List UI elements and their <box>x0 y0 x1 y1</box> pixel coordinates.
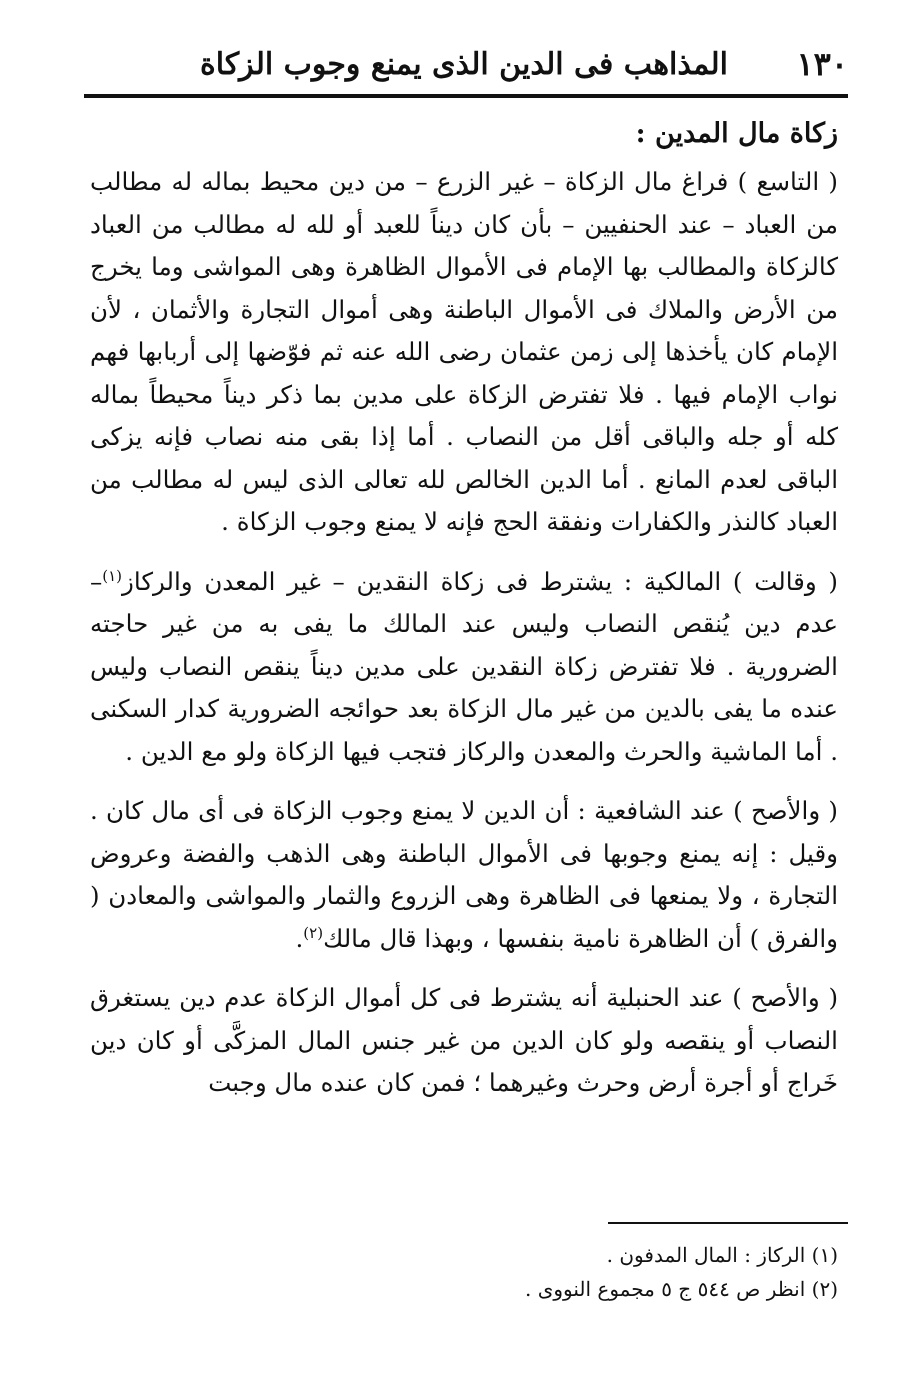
paragraph-text: ( والأصح ) عند الشافعية : أن الدين لا يمنع وجوب الزكاة فى أى مال كان . وقيل : إنه يمنع وجوبها فى الأموال الباطنة وهى الذهب والفضة وعروض التجارة ، ولا يمنعها فى الظاهرة وهى الزروع والثمار والمواشى والمعادن ( والفرق ) أن الظاهرة نامية بنفسها ، وبهذا قال مالك <box>90 796 838 953</box>
header-rule <box>84 94 848 98</box>
paragraph-text: ( التاسع ) فراغ مال الزكاة – غير الزرع – من دين محيط بماله له مطالب من العباد – عند الحنفيين – بأن كان ديناً للعبد أو لله له مطالب من العباد كالزكاة والمطالب بها الإمام فى الأموال الظاهرة وهى المواشى وما يخرج من الأرض والملاك فى الأموال الباطنة وهى أموال التجارة والأثمان ، لأن الإمام كان يأخذها إلى زمن عثمان رضى الله عنه ثم فوّضها إلى أربابها فهم نواب الإمام فيها . فلا تفترض الزكاة على مدين بما ذكر ديناً محيطاً بماله كله أو جله والباقى أقل من النصاب . أما إذا بقى منه نصاب فإنه يزكى الباقى لعدم المانع . أما الدين الخالص لله تعالى الذى ليس له مطالب من العباد كالنذر والكفارات ونفقة الحج فإنه لا يمنع وجوب الزكاة . <box>90 167 838 536</box>
footnote-reference: (٢) <box>303 923 324 942</box>
main-text <box>90 118 838 1122</box>
paragraph-text: ( والأصح ) عند الحنبلية أنه يشترط فى كل أموال الزكاة عدم دين يستغرق النصاب أو ينقصه ولو كان الدين من غير جنس المال المزكَّى أو كان دين خَراج أو أجرة أرض وحرث وغيرهما ؛ فمن كان عنده مال وجبت <box>90 983 838 1097</box>
paragraph-shafii <box>90 790 838 960</box>
paragraph-text: ( وقالت ) المالكية : يشترط فى زكاة النقدين – غير المعدن والركاز <box>122 566 838 596</box>
paragraph-text: – عدم دين يُنقص النصاب وليس عند المالك ما يفى به من غير حاجته الضرورية . فلا تفترض زكاة النقدين على مدين ديناً ينقص النصاب وليس عنده ما يفى بالدين من غير مال الزكاة بعد حوائجه الضرورية كدار السكنى . أما الماشية والحرث والمعدن والركاز فتجب فيها الزكاة ولو مع الدين . <box>90 566 838 766</box>
section-heading: زكاة مال المدين : <box>635 118 838 149</box>
footnotes <box>90 1238 838 1306</box>
page-number: ١٣٠ <box>796 45 848 83</box>
running-header <box>80 40 848 88</box>
paragraph-hanafi <box>90 161 838 544</box>
paragraph-text: . <box>295 923 304 953</box>
footnote-1: (١) الركاز : المال المدفون . <box>606 1243 838 1267</box>
paragraph-maliki <box>90 561 838 774</box>
paragraph-hanbali <box>90 977 838 1105</box>
running-title: المذاهب فى الدين الذى يمنع وجوب الزكاة <box>200 46 728 82</box>
footnote-reference: (١) <box>102 566 123 585</box>
footnote-2: (٢) انظر ص ٥٤٤ ج ٥ مجموع النووى . <box>524 1277 838 1301</box>
footnote-rule <box>608 1222 848 1224</box>
